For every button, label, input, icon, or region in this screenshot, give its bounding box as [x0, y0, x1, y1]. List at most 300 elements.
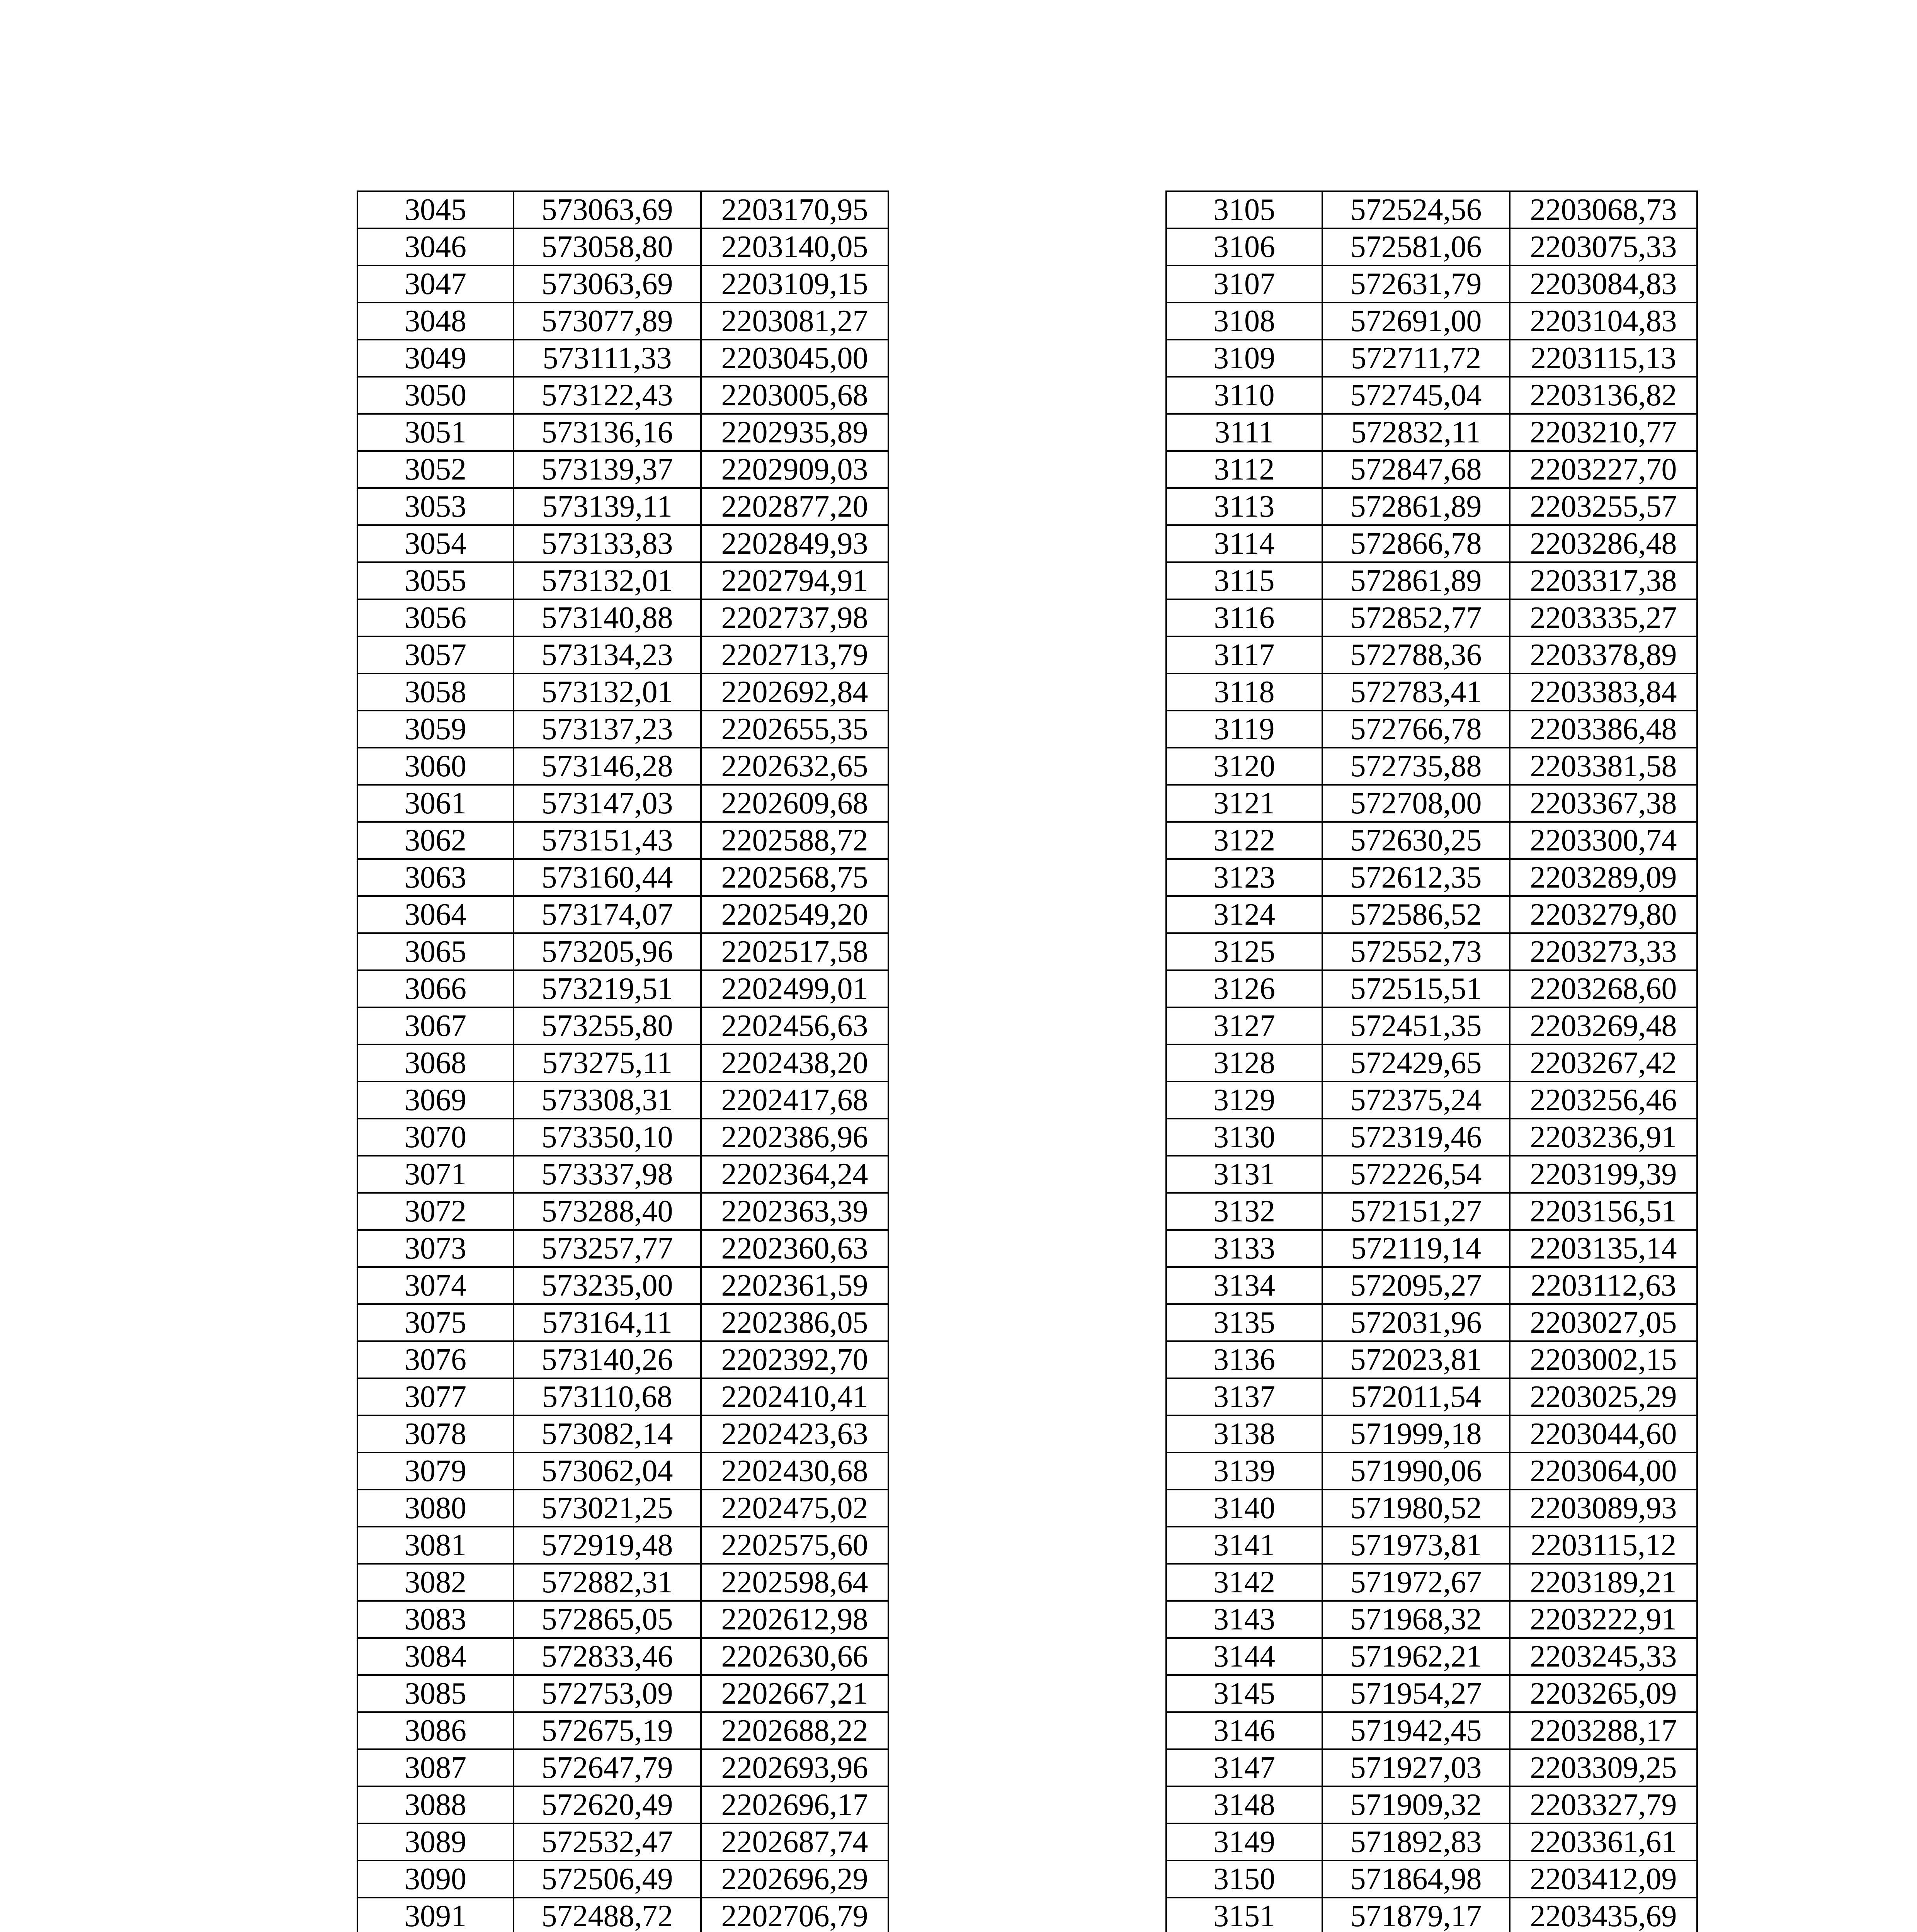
y-coordinate-cell: 2202549,20: [701, 896, 888, 933]
point-number-cell: 3150: [1166, 1861, 1322, 1898]
table-row: [1166, 1378, 1697, 1415]
x-coordinate-cell: 573160,44: [514, 859, 701, 896]
x-coordinate-cell: 573350,10: [514, 1119, 701, 1156]
y-coordinate-cell: 2203269,48: [1510, 1007, 1697, 1044]
table-row: [357, 1341, 888, 1378]
x-coordinate-cell: 572788,36: [1322, 636, 1510, 673]
y-coordinate-cell: 2203104,83: [1510, 303, 1697, 340]
table-row: [357, 896, 888, 933]
coordinates-table-right: [1165, 190, 1698, 1932]
y-coordinate-cell: 2202417,68: [701, 1082, 888, 1119]
x-coordinate-cell: 573058,80: [514, 228, 701, 265]
y-coordinate-cell: 2202609,68: [701, 785, 888, 822]
x-coordinate-cell: 572375,24: [1322, 1082, 1510, 1119]
y-coordinate-cell: 2203002,15: [1510, 1341, 1697, 1378]
point-number-cell: 3142: [1166, 1564, 1322, 1601]
table-row: [357, 1601, 888, 1638]
table-row: [357, 859, 888, 896]
x-coordinate-cell: 571879,17: [1322, 1898, 1510, 1932]
point-number-cell: 3064: [357, 896, 514, 933]
table-row: [357, 599, 888, 636]
y-coordinate-cell: 2203267,42: [1510, 1044, 1697, 1082]
x-coordinate-cell: 572861,89: [1322, 488, 1510, 525]
point-number-cell: 3068: [357, 1044, 514, 1082]
y-coordinate-cell: 2203064,00: [1510, 1452, 1697, 1490]
x-coordinate-cell: 572226,54: [1322, 1156, 1510, 1193]
point-number-cell: 3144: [1166, 1638, 1322, 1675]
x-coordinate-cell: 572832,11: [1322, 414, 1510, 451]
x-coordinate-cell: 572031,96: [1322, 1304, 1510, 1341]
x-coordinate-cell: 572532,47: [514, 1823, 701, 1861]
table-row: [1166, 1823, 1697, 1861]
table-row: [1166, 896, 1697, 933]
x-coordinate-cell: 573122,43: [514, 377, 701, 414]
table-row: [357, 1415, 888, 1452]
y-coordinate-cell: 2202737,98: [701, 599, 888, 636]
point-number-cell: 3131: [1166, 1156, 1322, 1193]
x-coordinate-cell: 573077,89: [514, 303, 701, 340]
y-coordinate-cell: 2203288,17: [1510, 1712, 1697, 1749]
table-row: [1166, 1898, 1697, 1932]
point-number-cell: 3047: [357, 265, 514, 303]
table-row: [357, 933, 888, 970]
point-number-cell: 3135: [1166, 1304, 1322, 1341]
table-row: [1166, 228, 1697, 265]
x-coordinate-cell: 572429,65: [1322, 1044, 1510, 1082]
point-number-cell: 3062: [357, 822, 514, 859]
x-coordinate-cell: 573288,40: [514, 1193, 701, 1230]
point-number-cell: 3090: [357, 1861, 514, 1898]
x-coordinate-cell: 573174,07: [514, 896, 701, 933]
y-coordinate-cell: 2203286,48: [1510, 525, 1697, 562]
table-row: [1166, 1119, 1697, 1156]
y-coordinate-cell: 2203236,91: [1510, 1119, 1697, 1156]
table-row: [1166, 1786, 1697, 1823]
x-coordinate-cell: 573137,23: [514, 711, 701, 748]
y-coordinate-cell: 2203140,05: [701, 228, 888, 265]
table-row: [1166, 414, 1697, 451]
table-row: [357, 562, 888, 599]
point-number-cell: 3116: [1166, 599, 1322, 636]
point-number-cell: 3118: [1166, 673, 1322, 711]
y-coordinate-cell: 2203317,38: [1510, 562, 1697, 599]
table-row: [357, 451, 888, 488]
x-coordinate-cell: 572488,72: [514, 1898, 701, 1932]
x-coordinate-cell: 573134,23: [514, 636, 701, 673]
point-number-cell: 3065: [357, 933, 514, 970]
point-number-cell: 3055: [357, 562, 514, 599]
point-number-cell: 3148: [1166, 1786, 1322, 1823]
y-coordinate-cell: 2202364,24: [701, 1156, 888, 1193]
point-number-cell: 3070: [357, 1119, 514, 1156]
y-coordinate-cell: 2203089,93: [1510, 1490, 1697, 1527]
y-coordinate-cell: 2202575,60: [701, 1527, 888, 1564]
y-coordinate-cell: 2203045,00: [701, 340, 888, 377]
x-coordinate-cell: 573140,88: [514, 599, 701, 636]
y-coordinate-cell: 2202392,70: [701, 1341, 888, 1378]
x-coordinate-cell: 572612,35: [1322, 859, 1510, 896]
y-coordinate-cell: 2202361,59: [701, 1267, 888, 1304]
table-row: [1166, 1564, 1697, 1601]
x-coordinate-cell: 571927,03: [1322, 1749, 1510, 1786]
x-coordinate-cell: 573255,80: [514, 1007, 701, 1044]
point-number-cell: 3109: [1166, 340, 1322, 377]
x-coordinate-cell: 572847,68: [1322, 451, 1510, 488]
table-row: [1166, 340, 1697, 377]
y-coordinate-cell: 2202423,63: [701, 1415, 888, 1452]
point-number-cell: 3089: [357, 1823, 514, 1861]
point-number-cell: 3078: [357, 1415, 514, 1452]
table-row: [357, 1786, 888, 1823]
y-coordinate-cell: 2203309,25: [1510, 1749, 1697, 1786]
x-coordinate-cell: 572451,35: [1322, 1007, 1510, 1044]
point-number-cell: 3114: [1166, 525, 1322, 562]
x-coordinate-cell: 572023,81: [1322, 1341, 1510, 1378]
x-coordinate-cell: 572631,79: [1322, 265, 1510, 303]
table-row: [357, 1230, 888, 1267]
x-coordinate-cell: 571968,32: [1322, 1601, 1510, 1638]
x-coordinate-cell: 572552,73: [1322, 933, 1510, 970]
point-number-cell: 3111: [1166, 414, 1322, 451]
point-number-cell: 3051: [357, 414, 514, 451]
x-coordinate-cell: 573136,16: [514, 414, 701, 451]
point-number-cell: 3071: [357, 1156, 514, 1193]
table-row: [1166, 562, 1697, 599]
x-coordinate-cell: 572919,48: [514, 1527, 701, 1564]
table-row: [357, 191, 888, 228]
x-coordinate-cell: 573164,11: [514, 1304, 701, 1341]
table-row: [357, 1527, 888, 1564]
y-coordinate-cell: 2203335,27: [1510, 599, 1697, 636]
table-row: [357, 303, 888, 340]
x-coordinate-cell: 572852,77: [1322, 599, 1510, 636]
x-coordinate-cell: 572691,00: [1322, 303, 1510, 340]
x-coordinate-cell: 571892,83: [1322, 1823, 1510, 1861]
table-row: [1166, 488, 1697, 525]
table-row: [357, 748, 888, 785]
point-number-cell: 3086: [357, 1712, 514, 1749]
x-coordinate-cell: 573275,11: [514, 1044, 701, 1082]
table-row: [1166, 1267, 1697, 1304]
x-coordinate-cell: 571942,45: [1322, 1712, 1510, 1749]
table-row: [1166, 1490, 1697, 1527]
table-row: [1166, 1861, 1697, 1898]
table-row: [1166, 1712, 1697, 1749]
y-coordinate-cell: 2202598,64: [701, 1564, 888, 1601]
point-number-cell: 3069: [357, 1082, 514, 1119]
x-coordinate-cell: 572647,79: [514, 1749, 701, 1786]
x-coordinate-cell: 572151,27: [1322, 1193, 1510, 1230]
y-coordinate-cell: 2203255,57: [1510, 488, 1697, 525]
y-coordinate-cell: 2203109,15: [701, 265, 888, 303]
x-coordinate-cell: 573257,77: [514, 1230, 701, 1267]
point-number-cell: 3117: [1166, 636, 1322, 673]
point-number-cell: 3128: [1166, 1044, 1322, 1082]
table-row: [357, 1156, 888, 1193]
x-coordinate-cell: 572745,04: [1322, 377, 1510, 414]
table-row: [357, 636, 888, 673]
point-number-cell: 3077: [357, 1378, 514, 1415]
y-coordinate-cell: 2202688,22: [701, 1712, 888, 1749]
table-body: [1166, 191, 1697, 1932]
y-coordinate-cell: 2203075,33: [1510, 228, 1697, 265]
x-coordinate-cell: 572753,09: [514, 1675, 701, 1712]
point-number-cell: 3075: [357, 1304, 514, 1341]
table-row: [357, 1861, 888, 1898]
y-coordinate-cell: 2202386,96: [701, 1119, 888, 1156]
y-coordinate-cell: 2203381,58: [1510, 748, 1697, 785]
x-coordinate-cell: 571990,06: [1322, 1452, 1510, 1490]
point-number-cell: 3122: [1166, 822, 1322, 859]
point-number-cell: 3076: [357, 1341, 514, 1378]
point-number-cell: 3061: [357, 785, 514, 822]
x-coordinate-cell: 573082,14: [514, 1415, 701, 1452]
x-coordinate-cell: 572711,72: [1322, 340, 1510, 377]
point-number-cell: 3045: [357, 191, 514, 228]
x-coordinate-cell: 573205,96: [514, 933, 701, 970]
x-coordinate-cell: 571973,81: [1322, 1527, 1510, 1564]
point-number-cell: 3060: [357, 748, 514, 785]
point-number-cell: 3046: [357, 228, 514, 265]
y-coordinate-cell: 2203265,09: [1510, 1675, 1697, 1712]
table-row: [357, 1378, 888, 1415]
point-number-cell: 3133: [1166, 1230, 1322, 1267]
point-number-cell: 3054: [357, 525, 514, 562]
point-number-cell: 3050: [357, 377, 514, 414]
point-number-cell: 3143: [1166, 1601, 1322, 1638]
point-number-cell: 3123: [1166, 859, 1322, 896]
table-row: [357, 1007, 888, 1044]
y-coordinate-cell: 2202877,20: [701, 488, 888, 525]
table-row: [357, 377, 888, 414]
table-row: [357, 1193, 888, 1230]
point-number-cell: 3136: [1166, 1341, 1322, 1378]
x-coordinate-cell: 573308,31: [514, 1082, 701, 1119]
table-row: [1166, 822, 1697, 859]
y-coordinate-cell: 2203189,21: [1510, 1564, 1697, 1601]
y-coordinate-cell: 2203025,29: [1510, 1378, 1697, 1415]
x-coordinate-cell: 573147,03: [514, 785, 701, 822]
x-coordinate-cell: 572620,49: [514, 1786, 701, 1823]
x-coordinate-cell: 572524,56: [1322, 191, 1510, 228]
point-number-cell: 3126: [1166, 970, 1322, 1007]
table-row: [1166, 1341, 1697, 1378]
table-row: [1166, 451, 1697, 488]
point-number-cell: 3072: [357, 1193, 514, 1230]
table-row: [357, 228, 888, 265]
x-coordinate-cell: 572506,49: [514, 1861, 701, 1898]
y-coordinate-cell: 2203115,12: [1510, 1527, 1697, 1564]
table-row: [357, 822, 888, 859]
y-coordinate-cell: 2202612,98: [701, 1601, 888, 1638]
table-row: [1166, 1082, 1697, 1119]
table-row: [357, 1452, 888, 1490]
y-coordinate-cell: 2203081,27: [701, 303, 888, 340]
table-row: [357, 1898, 888, 1932]
point-number-cell: 3113: [1166, 488, 1322, 525]
x-coordinate-cell: 571980,52: [1322, 1490, 1510, 1527]
table-row: [1166, 1415, 1697, 1452]
table-row: [1166, 673, 1697, 711]
point-number-cell: 3063: [357, 859, 514, 896]
y-coordinate-cell: 2202632,65: [701, 748, 888, 785]
y-coordinate-cell: 2203222,91: [1510, 1601, 1697, 1638]
table-row: [357, 711, 888, 748]
table-row: [1166, 1527, 1697, 1564]
x-coordinate-cell: 572319,46: [1322, 1119, 1510, 1156]
point-number-cell: 3151: [1166, 1898, 1322, 1932]
point-number-cell: 3119: [1166, 711, 1322, 748]
y-coordinate-cell: 2203199,39: [1510, 1156, 1697, 1193]
y-coordinate-cell: 2202696,17: [701, 1786, 888, 1823]
table-row: [1166, 191, 1697, 228]
point-number-cell: 3105: [1166, 191, 1322, 228]
point-number-cell: 3088: [357, 1786, 514, 1823]
y-coordinate-cell: 2202687,74: [701, 1823, 888, 1861]
y-coordinate-cell: 2202696,29: [701, 1861, 888, 1898]
x-coordinate-cell: 571972,67: [1322, 1564, 1510, 1601]
x-coordinate-cell: 572119,14: [1322, 1230, 1510, 1267]
x-coordinate-cell: 573219,51: [514, 970, 701, 1007]
x-coordinate-cell: 573337,98: [514, 1156, 701, 1193]
table-row: [357, 1490, 888, 1527]
table-row: [357, 1564, 888, 1601]
table-row: [357, 1749, 888, 1786]
x-coordinate-cell: 572586,52: [1322, 896, 1510, 933]
point-number-cell: 3107: [1166, 265, 1322, 303]
y-coordinate-cell: 2202667,21: [701, 1675, 888, 1712]
point-number-cell: 3125: [1166, 933, 1322, 970]
y-coordinate-cell: 2203170,95: [701, 191, 888, 228]
table-row: [1166, 1304, 1697, 1341]
table-row: [1166, 1230, 1697, 1267]
y-coordinate-cell: 2203273,33: [1510, 933, 1697, 970]
y-coordinate-cell: 2202935,89: [701, 414, 888, 451]
x-coordinate-cell: 572675,19: [514, 1712, 701, 1749]
y-coordinate-cell: 2202438,20: [701, 1044, 888, 1082]
x-coordinate-cell: 571962,21: [1322, 1638, 1510, 1675]
point-number-cell: 3082: [357, 1564, 514, 1601]
point-number-cell: 3084: [357, 1638, 514, 1675]
x-coordinate-cell: 571864,98: [1322, 1861, 1510, 1898]
x-coordinate-cell: 573235,00: [514, 1267, 701, 1304]
point-number-cell: 3074: [357, 1267, 514, 1304]
point-number-cell: 3129: [1166, 1082, 1322, 1119]
y-coordinate-cell: 2203268,60: [1510, 970, 1697, 1007]
y-coordinate-cell: 2203361,61: [1510, 1823, 1697, 1861]
x-coordinate-cell: 571999,18: [1322, 1415, 1510, 1452]
x-coordinate-cell: 573139,37: [514, 451, 701, 488]
x-coordinate-cell: 572515,51: [1322, 970, 1510, 1007]
point-number-cell: 3059: [357, 711, 514, 748]
table-row: [1166, 1601, 1697, 1638]
x-coordinate-cell: 572882,31: [514, 1564, 701, 1601]
point-number-cell: 3140: [1166, 1490, 1322, 1527]
x-coordinate-cell: 572861,89: [1322, 562, 1510, 599]
point-number-cell: 3138: [1166, 1415, 1322, 1452]
table-row: [1166, 1749, 1697, 1786]
point-number-cell: 3067: [357, 1007, 514, 1044]
x-coordinate-cell: 573021,25: [514, 1490, 701, 1527]
point-number-cell: 3057: [357, 636, 514, 673]
x-coordinate-cell: 572783,41: [1322, 673, 1510, 711]
table-row: [357, 340, 888, 377]
point-number-cell: 3124: [1166, 896, 1322, 933]
y-coordinate-cell: 2202630,66: [701, 1638, 888, 1675]
y-coordinate-cell: 2203386,48: [1510, 711, 1697, 748]
point-number-cell: 3139: [1166, 1452, 1322, 1490]
table-row: [1166, 711, 1697, 748]
point-number-cell: 3115: [1166, 562, 1322, 599]
point-number-cell: 3127: [1166, 1007, 1322, 1044]
x-coordinate-cell: 573139,11: [514, 488, 701, 525]
table-row: [357, 1638, 888, 1675]
x-coordinate-cell: 573132,01: [514, 673, 701, 711]
table-row: [357, 1119, 888, 1156]
x-coordinate-cell: 573063,69: [514, 191, 701, 228]
point-number-cell: 3083: [357, 1601, 514, 1638]
table-row: [1166, 1007, 1697, 1044]
x-coordinate-cell: 572011,54: [1322, 1378, 1510, 1415]
x-coordinate-cell: 572581,06: [1322, 228, 1510, 265]
point-number-cell: 3137: [1166, 1378, 1322, 1415]
point-number-cell: 3147: [1166, 1749, 1322, 1786]
y-coordinate-cell: 2202909,03: [701, 451, 888, 488]
y-coordinate-cell: 2203412,09: [1510, 1861, 1697, 1898]
x-coordinate-cell: 572865,05: [514, 1601, 701, 1638]
y-coordinate-cell: 2203327,79: [1510, 1786, 1697, 1823]
x-coordinate-cell: 573062,04: [514, 1452, 701, 1490]
x-coordinate-cell: 573146,28: [514, 748, 701, 785]
x-coordinate-cell: 572833,46: [514, 1638, 701, 1675]
table-row: [1166, 1452, 1697, 1490]
table-row: [1166, 303, 1697, 340]
table-row: [357, 1044, 888, 1082]
table-row: [1166, 636, 1697, 673]
y-coordinate-cell: 2203279,80: [1510, 896, 1697, 933]
y-coordinate-cell: 2203367,38: [1510, 785, 1697, 822]
x-coordinate-cell: 572766,78: [1322, 711, 1510, 748]
point-number-cell: 3052: [357, 451, 514, 488]
y-coordinate-cell: 2203068,73: [1510, 191, 1697, 228]
point-number-cell: 3085: [357, 1675, 514, 1712]
point-number-cell: 3079: [357, 1452, 514, 1490]
y-coordinate-cell: 2203115,13: [1510, 340, 1697, 377]
x-coordinate-cell: 573132,01: [514, 562, 701, 599]
y-coordinate-cell: 2203256,46: [1510, 1082, 1697, 1119]
table-row: [1166, 970, 1697, 1007]
point-number-cell: 3081: [357, 1527, 514, 1564]
y-coordinate-cell: 2203136,82: [1510, 377, 1697, 414]
point-number-cell: 3141: [1166, 1527, 1322, 1564]
y-coordinate-cell: 2202794,91: [701, 562, 888, 599]
x-coordinate-cell: 571954,27: [1322, 1675, 1510, 1712]
x-coordinate-cell: 572630,25: [1322, 822, 1510, 859]
table-row: [1166, 1044, 1697, 1082]
table-row: [1166, 933, 1697, 970]
point-number-cell: 3120: [1166, 748, 1322, 785]
y-coordinate-cell: 2203289,09: [1510, 859, 1697, 896]
y-coordinate-cell: 2202363,39: [701, 1193, 888, 1230]
x-coordinate-cell: 572735,88: [1322, 748, 1510, 785]
table-row: [1166, 1638, 1697, 1675]
table-row: [1166, 1193, 1697, 1230]
point-number-cell: 3110: [1166, 377, 1322, 414]
y-coordinate-cell: 2203435,69: [1510, 1898, 1697, 1932]
y-coordinate-cell: 2202849,93: [701, 525, 888, 562]
y-coordinate-cell: 2203084,83: [1510, 265, 1697, 303]
table-body: [357, 191, 888, 1932]
